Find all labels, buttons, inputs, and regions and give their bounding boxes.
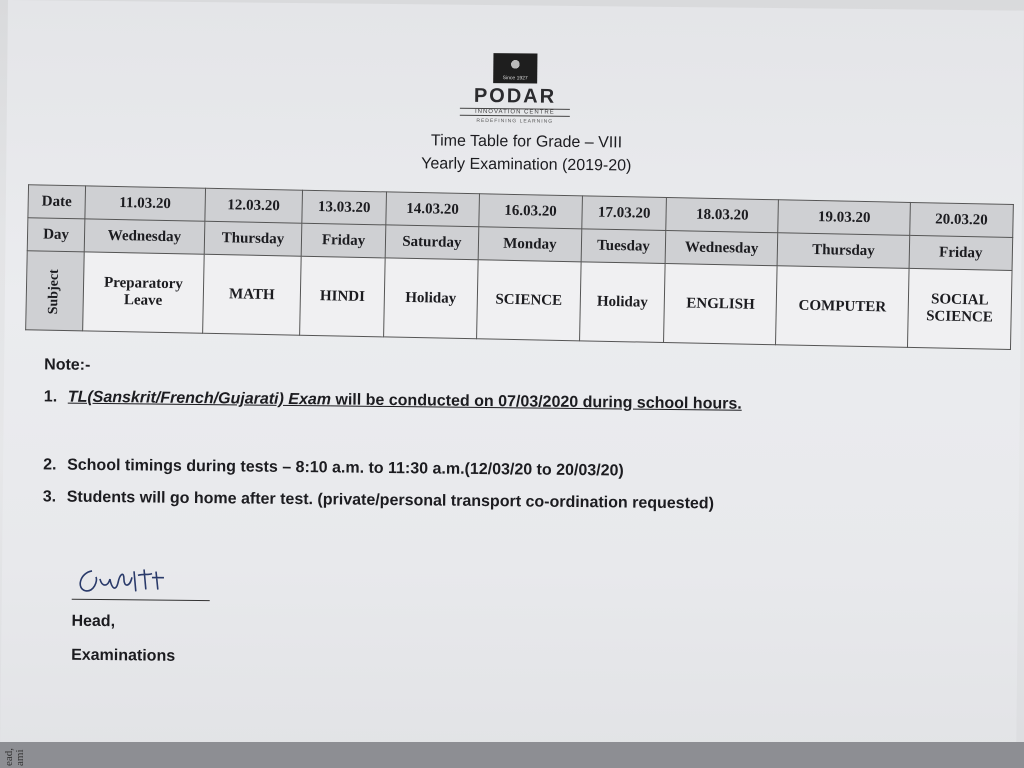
logo-name: PODAR: [473, 84, 557, 108]
date-cell: 20.03.20: [910, 202, 1014, 237]
note-text: Students will go home after test. (private/personal transport co-ordination requested): [66, 488, 715, 513]
logo-since-text: Since 1927: [502, 75, 528, 82]
note-text: will be conducted on 07/03/2020 during school hours.: [330, 391, 742, 413]
subject-line1: SOCIAL: [930, 291, 989, 309]
subject-line1: Preparatory: [103, 274, 184, 293]
document-subtitle: Yearly Examination (2019-20): [421, 155, 632, 175]
subject-line1: Holiday: [405, 289, 457, 307]
subject-cell: [300, 256, 385, 337]
subject-row-label: [26, 251, 85, 331]
day-cell: Friday: [301, 223, 385, 258]
logo-subtitle: INNOVATION CENTRE: [460, 108, 570, 117]
note-emphasis: TL(Sanskrit/French/Gujarati) Exam: [67, 388, 332, 409]
day-cell: Wednesday: [84, 219, 204, 254]
subject-line1: Holiday: [596, 293, 648, 311]
date-cell: 11.03.20: [85, 186, 205, 221]
note-text: School timings during tests – 8:10 a.m. to 11:30 a.m.(12/03/20 to 20/03/20): [67, 456, 624, 480]
subject-line1: SCIENCE: [495, 291, 563, 309]
note-item: [43, 456, 624, 480]
edge-paper-text: ead, ami: [3, 747, 26, 766]
signatory-title: Head,: [71, 612, 116, 631]
subject-line1: HINDI: [319, 287, 366, 305]
notes-label: Note:-: [44, 356, 91, 374]
day-cell: Thursday: [777, 233, 909, 269]
note-number: 2.: [43, 456, 57, 474]
date-row-label: Date: [28, 185, 86, 219]
day-cell: Tuesday: [581, 229, 666, 264]
date-cell: 14.03.20: [386, 192, 480, 227]
subject-line1: MATH: [228, 285, 275, 303]
subject-cell: [907, 268, 1012, 349]
note-number: 1.: [43, 388, 58, 406]
background-surface: [0, 742, 1024, 768]
day-cell: Friday: [909, 235, 1013, 270]
exam-timetable: [25, 184, 1014, 350]
day-cell: Thursday: [204, 221, 302, 256]
notes-section: [42, 356, 904, 513]
day-cell: Monday: [478, 227, 582, 262]
subject-cell: [384, 258, 478, 339]
logo-tagline: REDEFINING LEARNING: [476, 117, 554, 125]
date-cell: 16.03.20: [479, 194, 583, 229]
signatory-department: Examinations: [71, 646, 176, 665]
day-cell: Wednesday: [665, 231, 778, 266]
tree-emblem-icon: [493, 53, 537, 83]
day-cell: Saturday: [385, 225, 479, 260]
subject-cell: [476, 260, 581, 341]
note-item: [44, 388, 742, 413]
handwritten-signature-icon: [72, 561, 182, 598]
document-title: Time Table for Grade – VIII: [430, 132, 623, 152]
signature-line: [72, 599, 210, 601]
signature-block: [72, 561, 212, 601]
note-number: 3.: [42, 488, 57, 506]
subject-line2: Leave: [123, 292, 163, 309]
subject-cell: [776, 266, 909, 348]
subject-label-text: Subject: [46, 268, 63, 314]
date-cell: 18.03.20: [666, 198, 779, 233]
subject-line2: SCIENCE: [926, 308, 993, 326]
day-row-label: Day: [27, 218, 85, 252]
date-cell: 17.03.20: [582, 196, 667, 231]
date-cell: 19.03.20: [778, 200, 910, 236]
subject-cell: [202, 254, 301, 335]
date-cell: 12.03.20: [205, 188, 303, 223]
subject-line1: COMPUTER: [798, 297, 887, 315]
subject-cell: [664, 264, 778, 345]
date-cell: 13.03.20: [302, 190, 386, 225]
note-item: [43, 488, 714, 513]
subject-line1: ENGLISH: [686, 294, 755, 313]
subject-cell: [579, 262, 665, 343]
podar-logo: [455, 53, 576, 125]
subject-cell: [83, 252, 204, 333]
